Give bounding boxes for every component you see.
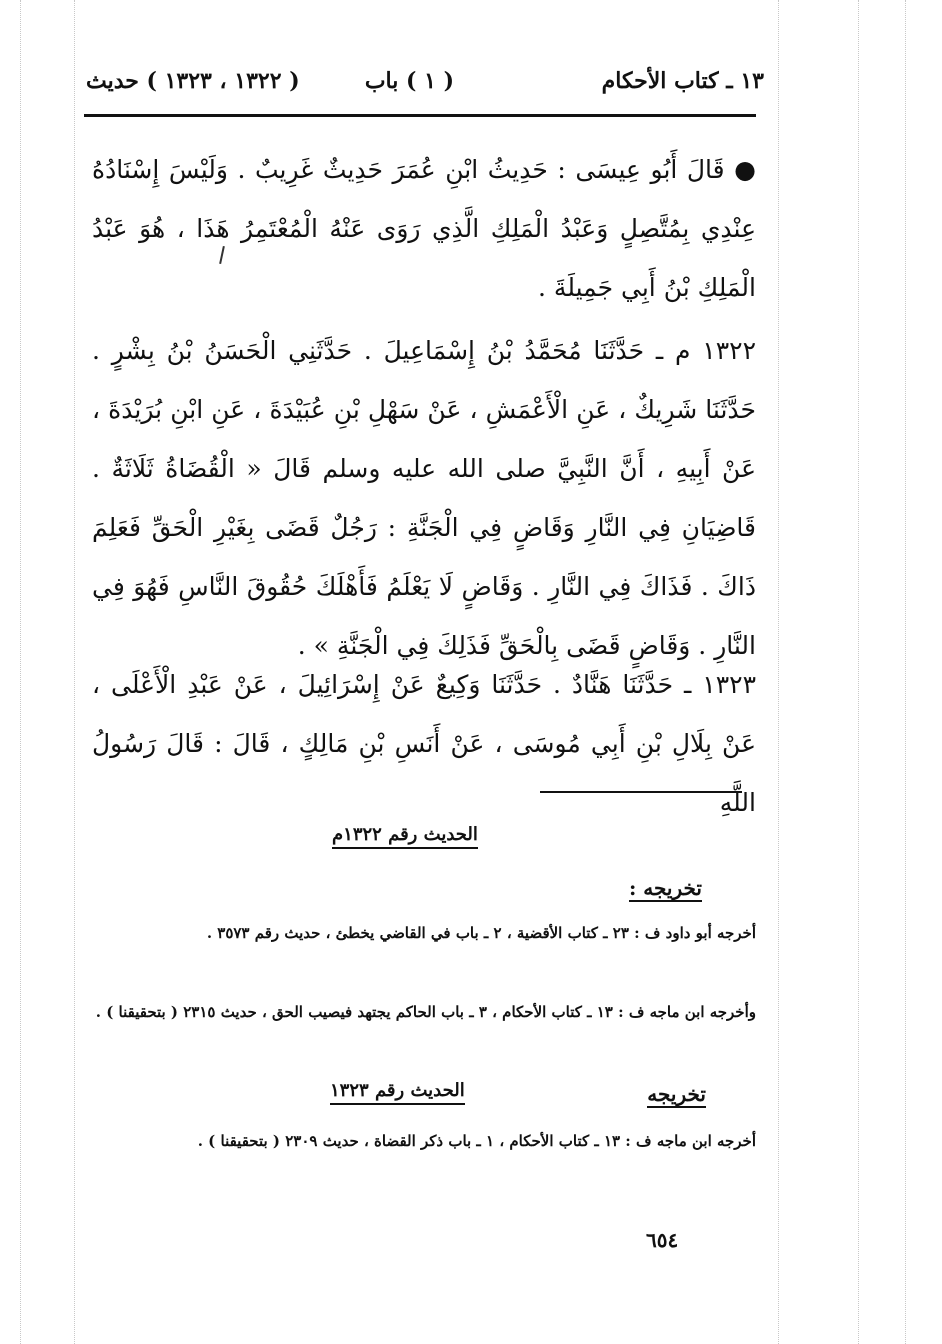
- footnote-heading-1322m: الحديث رقم ١٣٢٢م: [332, 824, 478, 849]
- footnote-text: أخرجه ابن ماجه ف : ١٣ ـ كتاب الأحكام ، ١ ـ باب ذكر القضاة ، حديث ٢٣٠٩ ( بتحقيقنا ) .: [197, 1132, 756, 1150]
- footnote-rule: [540, 791, 742, 793]
- header-rule: [84, 114, 756, 117]
- paragraph-hadith-1322m: ١٣٢٢ م ـ حَدَّثَنَا مُحَمَّدُ بْنُ إِسْمَاعِيلَ . حَدَّثَنِي الْحَسَنُ بْنُ بِشْرٍ . حَدَّثَنَا شَرِيكٌ ، عَنِ الْأَعْمَشِ ، عَنْ سَهْلِ بْنِ عُبَيْدَةَ ، عَنِ ابْنِ بُرَيْدَةَ ، عَنْ أَبِيهِ ، أَنَّ النَّبِيَّ صلى الله عليه وسلم قَالَ « الْقُضَاةُ ثَلَاثَةٌ . قَاضِيَانِ فِي النَّارِ وَقَاضٍ فِي الْجَنَّةِ : رَجُلٌ قَضَى بِغَيْرِ الْحَقِّ فَعَلِمَ ذَاكَ . فَذَاكَ فِي النَّارِ . وَقَاضٍ لَا يَعْلَمُ فَأَهْلَكَ حُقُوقَ النَّاسِ فَهُوَ فِي النَّارِ . وَقَاضٍ قَضَى بِالْحَقِّ فَذَلِكَ فِي الْجَنَّةِ » .: [92, 336, 756, 660]
- scan-guide-line: [905, 0, 906, 1344]
- scan-guide-line: [858, 0, 859, 1344]
- footnote-text: أخرجه أبو داود ف : ٢٣ ـ كتاب الأقضية ، ٢ ـ باب في القاضي يخطئ ، حديث رقم ٣٥٧٣ .: [206, 924, 756, 942]
- footnote-text: وأخرجه ابن ماجه ف : ١٣ ـ كتاب الأحكام ، ٣ ـ باب الحاكم يجتهد فيصيب الحق ، حديث ٢٣١٥ ( بتحقيقنا ) .: [95, 1003, 756, 1021]
- header-chapter: ( ١ ) باب: [364, 68, 454, 94]
- running-header: [86, 62, 764, 106]
- paragraph-hadith-1323: ١٣٢٣ ـ حَدَّثَنَا هَنَّادٌ . حَدَّثَنَا وَكِيعٌ عَنْ إِسْرَائِيلَ ، عَنْ عَبْدِ الْأَعْلَى ، عَنْ بِلَالِ بْنِ أَبِي مُوسَى ، عَنْ أَنَسِ بْنِ مَالِكٍ ، قَالَ : قَالَ رَسُولُ اللَّهِ: [92, 670, 756, 817]
- footnote-heading-1323: الحديث رقم ١٣٢٣: [330, 1080, 465, 1105]
- header-hadith-range: ( ١٣٢٢ ، ١٣٢٣ ) حديث: [86, 68, 300, 94]
- scan-guide-line: [20, 0, 21, 1344]
- footnote-label-takhrij: تخريجه: [647, 1082, 706, 1106]
- scan-guide-line: [778, 0, 779, 1344]
- header-book-title: ١٣ ـ كتاب الأحكام: [601, 68, 764, 94]
- scan-guide-line: [74, 0, 75, 1344]
- paragraph-commentary: ● قَالَ أَبُو عِيسَى : حَدِيثُ ابْنِ عُمَرَ حَدِيثٌ غَرِيبٌ . وَلَيْسَ إِسْنَادُهُ عِنْدِي بِمُتَّصِلٍ وَعَبْدُ الْمَلِكِ الَّذِي رَوَى عَنْهُ الْمُعْتَمِرُ هَذَا ، هُوَ عَبْدُ الْمَلِكِ بْنُ أَبِي جَمِيلَةَ .: [92, 155, 756, 302]
- footnote-label-takhrij: تخريجه :: [628, 876, 702, 900]
- page-number: ٦٥٤: [646, 1228, 679, 1252]
